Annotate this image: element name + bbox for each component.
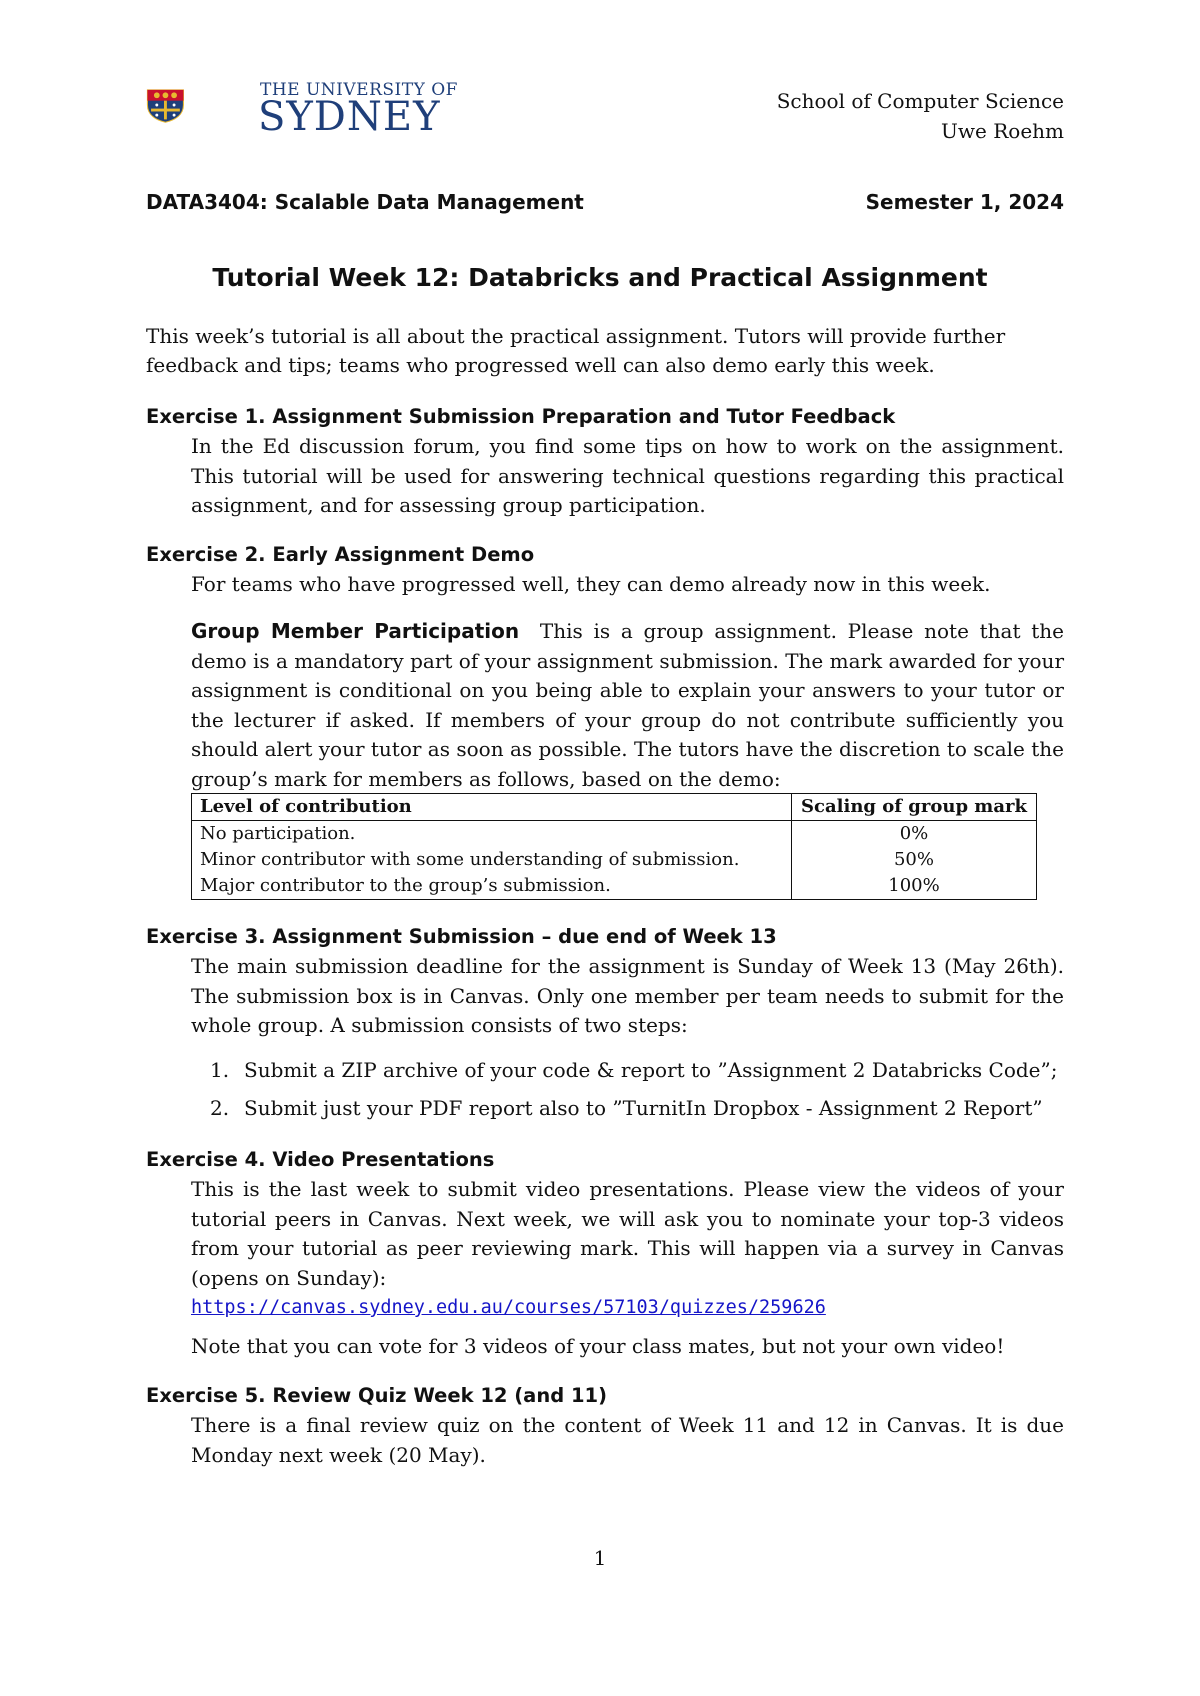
exercise-4-heading: Exercise 4. Video Presentations — [146, 1148, 495, 1171]
survey-link[interactable]: https://canvas.sydney.edu.au/courses/57103/quizzes/259626 — [191, 1297, 826, 1318]
table-header-scaling: Scaling of group mark — [792, 794, 1037, 821]
school-name: School of Computer Science — [776, 89, 1064, 113]
exercise-3-body: The main submission deadline for the assignment is Sunday of Week 13 (May 26th). The submission box is in Canvas. Only one member per team needs to submit for the whole group. A submission consists of two steps: — [191, 954, 1064, 1037]
table-cell-scaling: 50% — [792, 847, 1037, 873]
list-item — [210, 1094, 1070, 1123]
exercise-1-body: In the Ed discussion forum, you find some tips on how to work on the assignment. This tutorial will be used for answering technical questions regarding this practical assignment, and for assessing group participation. — [191, 434, 1064, 517]
contribution-table — [191, 793, 1037, 900]
document-title: Tutorial Week 12: Databricks and Practical Assignment — [212, 263, 988, 292]
course-line — [146, 190, 1064, 218]
exercise-2-body: For teams who have progressed well, they can demo already now in this week. — [191, 572, 991, 596]
table-cell-level: Major contributor to the group’s submission. — [192, 873, 792, 900]
exercise-2-heading: Exercise 2. Early Assignment Demo — [146, 543, 535, 566]
group-participation-label: Group Member Participation — [191, 619, 520, 643]
table-cell-scaling: 0% — [792, 821, 1037, 848]
table-row — [192, 873, 1037, 900]
intro-paragraph: This week’s tutorial is all about the practical assignment. Tutors will provide further feedback and tips; teams who progressed well can also demo early this week. — [146, 324, 1006, 377]
table-cell-level: Minor contributor with some understanding of submission. — [192, 847, 792, 873]
group-participation-text: This is a group assignment. Please note that the demo is a mandatory part of your assignment submission. The mark awarded for your assignment is conditional on you being able to explain your answers to your tutor or the lecturer if asked. If members of your group do not contribute sufficiently you should alert your tutor as soon as possible. The tutors have the discretion to scale the group’s mark for members as follows, based on the demo: — [191, 619, 1064, 791]
group-participation-paragraph — [191, 617, 1064, 794]
list-item-number: 2. — [210, 1096, 230, 1120]
exercise-1-heading: Exercise 1. Assignment Submission Preparation and Tutor Feedback — [146, 405, 896, 428]
author-name: Uwe Roehm — [941, 119, 1064, 143]
exercise-5-heading: Exercise 5. Review Quiz Week 12 (and 11) — [146, 1384, 608, 1407]
table-cell-scaling: 100% — [792, 873, 1037, 900]
list-item-number: 1. — [210, 1058, 230, 1082]
page-number: 1 — [593, 1546, 607, 1570]
table-cell-level: No participation. — [192, 821, 792, 848]
school-block — [777, 86, 1064, 146]
table-row — [192, 821, 1037, 848]
university-name-small: THE UNIVERSITY OF — [260, 80, 458, 100]
exercise-3-heading: Exercise 3. Assignment Submission – due end of Week 13 — [146, 925, 777, 948]
submission-steps-list — [210, 1056, 1070, 1132]
table-row — [192, 847, 1037, 873]
course-title: DATA3404: Scalable Data Management — [146, 190, 584, 214]
exercise-4-note: Note that you can vote for 3 videos of your class mates, but not your own video! — [191, 1334, 1005, 1358]
list-item-text: Submit just your PDF report also to ”TurnitIn Dropbox - Assignment 2 Report” — [244, 1096, 1043, 1120]
exercise-4-body: This is the last week to submit video presentations. Please view the videos of your tutorial peers in Canvas. Next week, we will ask you to nominate your top-3 videos from your tutorial as peer reviewing mark. This will happen via a survey in Canvas (opens on Sunday): — [191, 1177, 1064, 1290]
university-name-big: SYDNEY — [258, 94, 441, 140]
exercise-5-body: There is a final review quiz on the content of Week 11 and 12 in Canvas. It is due Monday next week (20 May). — [191, 1413, 1064, 1467]
university-crest-logo — [146, 58, 254, 152]
list-item — [210, 1056, 1070, 1085]
list-item-text: Submit a ZIP archive of your code & report to ”Assignment 2 Databricks Code”; — [244, 1058, 1058, 1082]
table-header-row — [192, 794, 1037, 821]
table-header-level: Level of contribution — [192, 794, 792, 821]
semester-label: Semester 1, 2024 — [865, 190, 1064, 214]
